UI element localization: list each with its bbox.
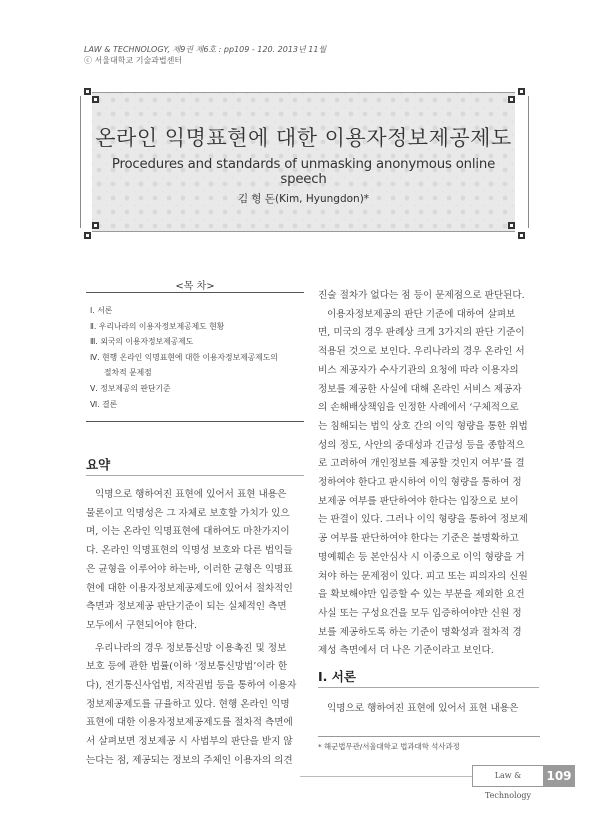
table-of-contents bbox=[90, 303, 304, 412]
corner-ornament bbox=[518, 232, 525, 239]
summary-line: 며, 이는 온라인 익명표현에 대하여도 마찬가지이 bbox=[86, 526, 290, 538]
summary-line: 서 살펴보면 정보제공 시 사법부의 판단을 받지 않 bbox=[86, 736, 293, 748]
corner-ornament bbox=[518, 88, 525, 95]
toc-top-rule bbox=[86, 292, 304, 293]
summary-line: 현에 대한 이용자정보제공제도에 있어서 절차적인 bbox=[86, 582, 293, 594]
toc-item: Ⅳ. 현행 온라인 익명표현에 대한 이용자정보제공제도의 bbox=[90, 352, 278, 362]
body-line: 사실 또는 구성요건을 모두 입증하여야만 신원 정 bbox=[318, 607, 522, 619]
body-line: 비스 제공자가 수사기관의 요청에 따라 이용자의 bbox=[318, 364, 519, 376]
body-line: 쳐야 하는 문제점이 있다. 피고 또는 피의자의 신원 bbox=[318, 570, 528, 582]
body-line: 보제공 여부를 판단하여야 한다는 입장으로 보이 bbox=[318, 495, 519, 507]
summary-heading: 요약 bbox=[86, 457, 111, 472]
author-line: 김 형 돈(Kim, Hyungdon)* bbox=[237, 193, 370, 205]
corner-ornament bbox=[508, 96, 515, 103]
body-line: 정보를 제공한 사실에 대해 온라인 서비스 제공자 bbox=[318, 383, 522, 395]
copyright-line: ⓒ 서울대학교 기술과법센터 bbox=[84, 56, 183, 65]
body-line: 명예훼손 등 본안심사 시 이중으로 이익 형량을 거 bbox=[318, 551, 525, 563]
body-line: 공 여부를 판단하여야 한다는 기준은 불명확하고 bbox=[318, 533, 519, 545]
toc-bottom-rule bbox=[86, 421, 304, 422]
corner-ornament bbox=[92, 222, 99, 229]
summary-line: 다), 전기통신사업법, 저작권법 등을 통하여 이용자 bbox=[86, 680, 297, 692]
korean-title: 온라인 익명표현에 대한 이용자정보제공제도 bbox=[95, 126, 512, 150]
intro-rule bbox=[318, 687, 539, 688]
body-line: 로 고려하여 개인정보를 제공할 것인지 여부’를 결 bbox=[318, 458, 525, 470]
summary-line: 다. 온라인 익명표현의 익명성 보호와 다른 법익들 bbox=[86, 545, 293, 557]
frame-left-line bbox=[80, 96, 81, 228]
summary-body bbox=[86, 486, 306, 771]
corner-ornament bbox=[92, 96, 99, 103]
summary-line: 정보제공제도를 규율하고 있다. 현행 온라인 익명 bbox=[86, 698, 290, 710]
footnote-rule bbox=[318, 736, 540, 737]
body-line: 보를 제공하도록 하는 기준이 명확성과 절차적 경 bbox=[318, 626, 522, 638]
summary-line: 표현에 대한 이용자정보제공제도를 절차적 측면에 bbox=[86, 717, 293, 729]
toc-item: Ⅲ. 외국의 이용자정보제공제도 bbox=[90, 337, 194, 347]
frame-right-line bbox=[528, 96, 529, 228]
toc-item: Ⅴ. 정보제공의 판단기준 bbox=[90, 383, 171, 393]
page-number: 109 bbox=[543, 765, 575, 787]
intro-body bbox=[327, 700, 542, 719]
corner-ornament bbox=[84, 232, 91, 239]
footnote: * 해군법무관/서울대학교 법과대학 석사과정 bbox=[318, 742, 460, 751]
body-line: 면, 미국의 경우 판례상 크게 3가지의 판단 기준이 bbox=[318, 327, 525, 339]
english-title: Procedures and standards of unmasking anonymous online speech bbox=[111, 157, 496, 187]
journal-header bbox=[84, 44, 326, 66]
toc-item: Ⅵ. 결론 bbox=[90, 399, 118, 409]
toc-heading: <목 차> bbox=[175, 281, 215, 292]
body-line: 적용된 것으로 보인다. 우리나라의 경우 온라인 서 bbox=[318, 346, 525, 358]
body-line: 진술 절차가 없다는 점 등이 문제점으로 판단된다. bbox=[318, 290, 525, 301]
intro-line: 익명으로 행하여진 표현에 있어서 표현 내용은 bbox=[327, 703, 519, 714]
summary-line: 모두에서 구현되어야 한다. bbox=[86, 619, 198, 631]
footer-rule bbox=[300, 776, 472, 777]
summary-line: 는다는 점, 제공되는 정보의 주체인 이용자의 의견 bbox=[86, 754, 293, 766]
summary-line: 우리나라의 경우 정보통신망 이용촉진 및 정보 bbox=[95, 642, 287, 654]
intro-heading: Ⅰ. 서론 bbox=[318, 669, 356, 684]
body-line: 제성 측면에서 더 나은 기준이라고 보인다. bbox=[318, 645, 494, 657]
summary-line: 물론이고 익명성은 그 자체로 보호할 가치가 있으 bbox=[86, 507, 290, 519]
corner-ornament bbox=[508, 222, 515, 229]
corner-ornament bbox=[84, 88, 91, 95]
body-line: 을 확보해야만 입증할 수 있는 부분을 제외한 요건 bbox=[318, 589, 525, 601]
body-line: 정하여야 한다고 판시하여 이익 형량을 통하여 정 bbox=[318, 477, 522, 489]
body-line: 이용자정보제공의 판단 기준에 대하여 살펴보 bbox=[327, 308, 516, 320]
body-line: 는 침해되는 법익 상호 간의 이익 형량을 통한 위법 bbox=[318, 420, 528, 432]
body-line: 의 손해배상책임을 인정한 사례에서 ‘구체적으로 bbox=[318, 402, 519, 414]
summary-line: 측면과 정보제공 판단기준이 되는 실체적인 측면 bbox=[86, 601, 287, 613]
toc-item: Ⅰ. 서론 bbox=[90, 306, 113, 315]
right-column-body bbox=[318, 287, 542, 661]
footer-journal-name: Law & Technology bbox=[472, 765, 544, 787]
summary-line: 보호 등에 관한 법률(이하 ‘정보통신망법’이라 한 bbox=[86, 661, 288, 673]
body-line: 성의 정도, 사안의 중대성과 긴급성 등을 종합적으 bbox=[318, 439, 525, 451]
toc-item: Ⅱ. 우리나라의 이용자정보제공제도 현황 bbox=[90, 321, 225, 331]
summary-rule bbox=[86, 475, 304, 476]
body-line: 는 판결이 있다. 그러나 이익 형량을 통하여 정보제 bbox=[318, 514, 528, 526]
summary-line: 은 균형을 이루어야 하는바, 이러한 균형은 익명표 bbox=[86, 563, 293, 575]
citation-line: LAW & TECHNOLOGY, 제9권 제6호 : pp109 - 120. 2013년 11월 bbox=[84, 45, 327, 54]
summary-line: 익명으로 행하여진 표현에 있어서 표현 내용은 bbox=[95, 489, 287, 500]
toc-item: 절차적 문제점 bbox=[104, 368, 152, 378]
